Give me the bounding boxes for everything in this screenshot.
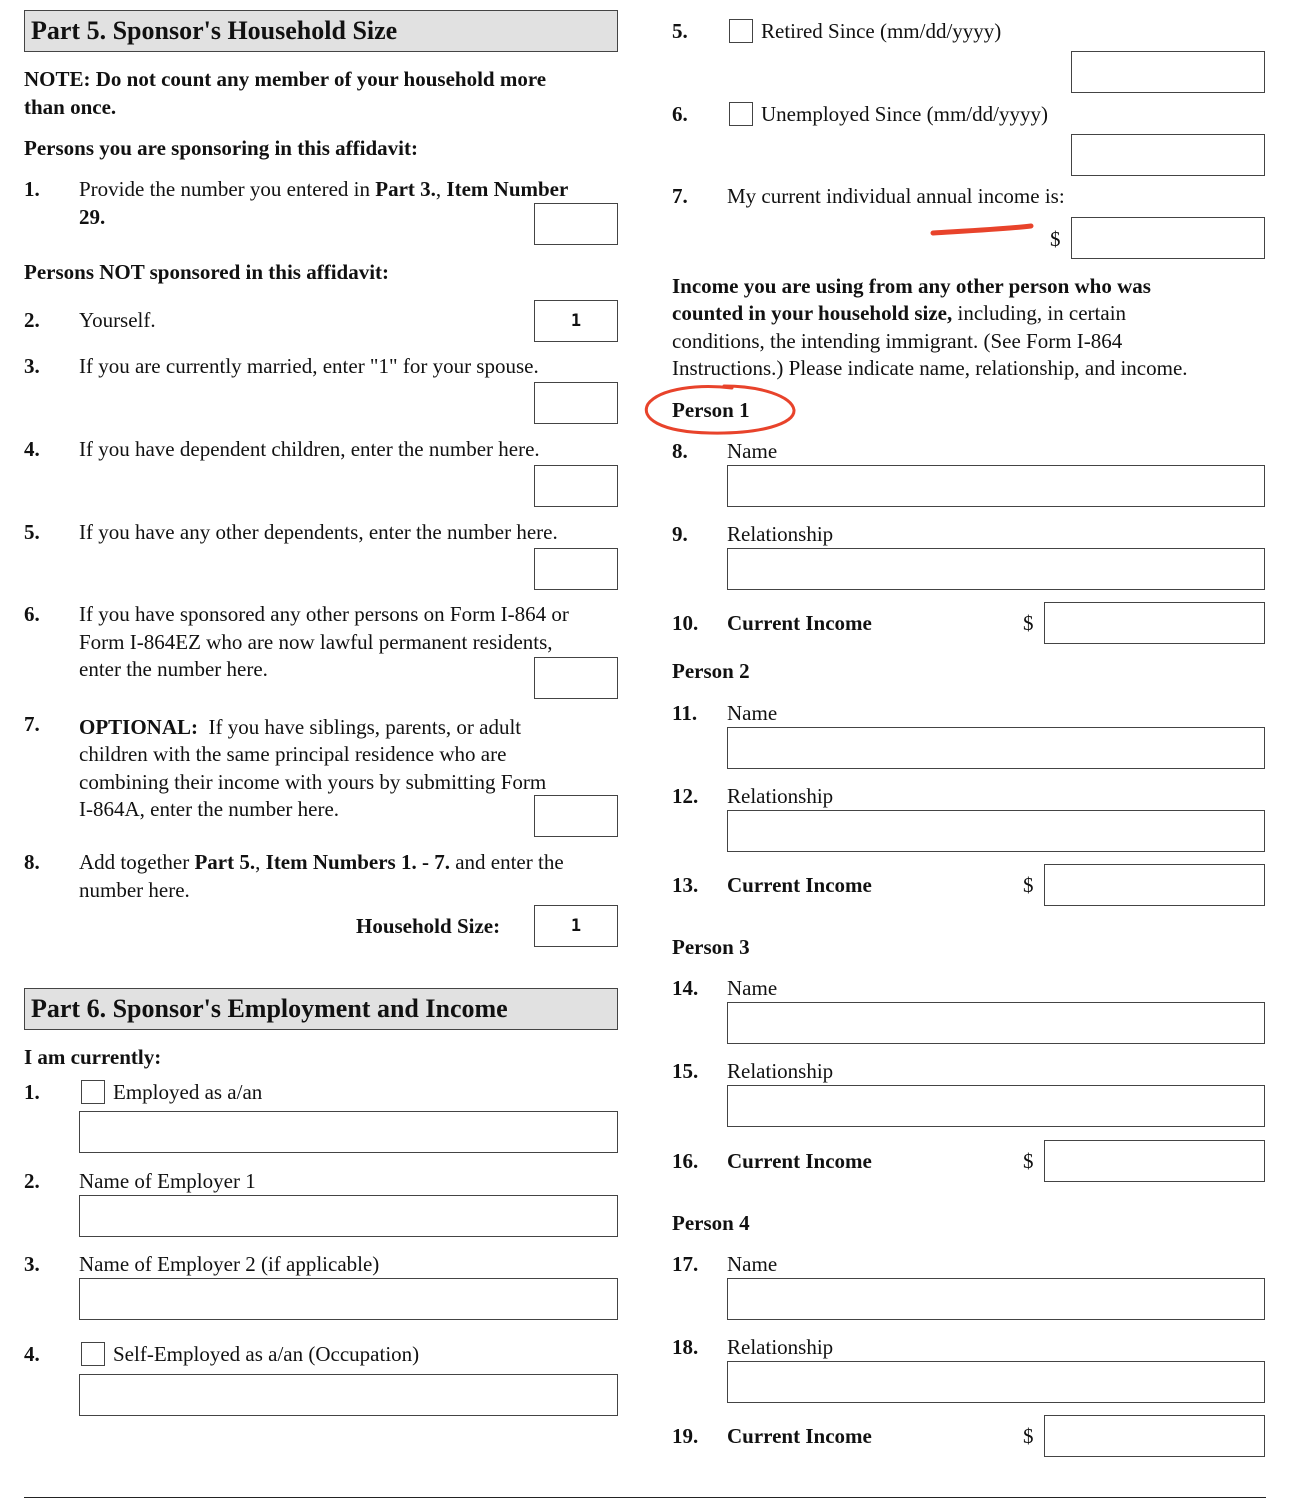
item-number: 3. <box>24 354 40 378</box>
retired-checkbox[interactable] <box>729 19 753 43</box>
item7-line4: I-864A, enter the number here. <box>79 797 340 821</box>
currently-heading: I am currently: <box>24 1045 162 1069</box>
dependent-children-input[interactable] <box>534 465 618 507</box>
dollar-sign: $ <box>1023 873 1034 897</box>
item3-text: If you are currently married, enter "1" for your spouse. <box>79 354 539 378</box>
dollar-sign: $ <box>1050 227 1061 251</box>
dollar-sign: $ <box>1023 1424 1034 1448</box>
person-1-heading: Person 1 <box>672 398 750 422</box>
item-number: 7. <box>672 184 688 208</box>
item7-line1: OPTIONAL: If you have siblings, parents, or adult <box>79 715 522 739</box>
part5-note-line2: than once. <box>24 95 117 119</box>
item-number: 16. <box>672 1149 699 1173</box>
household-size-label: Household Size: <box>356 914 501 938</box>
self-employed-checkbox[interactable] <box>81 1342 105 1366</box>
item5-text: If you have any other dependents, enter the number here. <box>79 520 558 544</box>
employer2-label: Name of Employer 2 (if applicable) <box>79 1252 380 1276</box>
not-sponsored-heading: Persons NOT sponsored in this affidavit: <box>24 260 390 284</box>
yourself-count-input[interactable]: 1 <box>534 300 618 342</box>
sponsored-count-input[interactable] <box>534 203 618 245</box>
person-4-name-label: Name <box>727 1252 778 1276</box>
occupation-input[interactable] <box>79 1111 618 1153</box>
item4-text: If you have dependent children, enter the number here. <box>79 437 540 461</box>
item-number: 15. <box>672 1059 699 1083</box>
item-number: 6. <box>672 102 688 126</box>
person-1-income-input[interactable] <box>1044 602 1265 644</box>
item-number: 4. <box>24 437 40 461</box>
person-4-income-label: Current Income <box>727 1424 872 1448</box>
unemployed-label: Unemployed Since (mm/dd/yyyy) <box>761 102 1048 126</box>
item-number: 8. <box>672 439 688 463</box>
person-2-name-input[interactable] <box>727 727 1265 769</box>
part5-note-line1: NOTE: Do not count any member of your household more <box>24 67 547 91</box>
person-3-income-input[interactable] <box>1044 1140 1265 1182</box>
employed-checkbox[interactable] <box>81 1080 105 1104</box>
item-number: 8. <box>24 850 40 874</box>
item6-line1: If you have sponsored any other persons on Form I-864 or <box>79 602 569 626</box>
item7-line3: combining their income with yours by submitting Form <box>79 770 547 794</box>
red-circle-annotation <box>640 380 800 438</box>
sponsored-others-input[interactable] <box>534 657 618 699</box>
part5-header: Part 5. Sponsor's Household Size <box>24 10 618 52</box>
employed-label: Employed as a/an <box>113 1080 263 1104</box>
item-number: 17. <box>672 1252 699 1276</box>
item7-line2: children with the same principal residence who are <box>79 742 507 766</box>
retired-label: Retired Since (mm/dd/yyyy) <box>761 19 1002 43</box>
person-3-name-input[interactable] <box>727 1002 1265 1044</box>
item-number: 7. <box>24 712 40 736</box>
employer1-label: Name of Employer 1 <box>79 1169 256 1193</box>
item-number: 10. <box>672 611 699 635</box>
person-4-relationship-input[interactable] <box>727 1361 1265 1403</box>
income-others-line2: counted in your household size, including, in certain <box>672 301 1127 325</box>
dollar-sign: $ <box>1023 611 1034 635</box>
employer2-input[interactable] <box>79 1278 618 1320</box>
item-number: 2. <box>24 1169 40 1193</box>
income-others-line1: Income you are using from any other person who was <box>672 274 1151 298</box>
part6-header: Part 6. Sponsor's Employment and Income <box>24 988 618 1030</box>
sponsoring-heading: Persons you are sponsoring in this affidavit: <box>24 136 418 160</box>
person-3-income-label: Current Income <box>727 1149 872 1173</box>
person-3-relationship-input[interactable] <box>727 1085 1265 1127</box>
item-number: 5. <box>672 19 688 43</box>
item8-line2: number here. <box>79 878 190 902</box>
item-number: 5. <box>24 520 40 544</box>
item-number: 1. <box>24 177 40 201</box>
item8-line1: Add together Part 5., Item Numbers 1. - 7. and enter the <box>79 850 564 874</box>
person-2-income-input[interactable] <box>1044 864 1265 906</box>
item-number: 11. <box>672 701 698 725</box>
item-number: 3. <box>24 1252 40 1276</box>
other-dependents-input[interactable] <box>534 548 618 590</box>
item-number: 1. <box>24 1080 40 1104</box>
person-3-relationship-label: Relationship <box>727 1059 834 1083</box>
item-number: 19. <box>672 1424 699 1448</box>
self-employed-occupation-input[interactable] <box>79 1374 618 1416</box>
person-2-heading: Person 2 <box>672 659 750 683</box>
spouse-count-input[interactable] <box>534 382 618 424</box>
item-number: 9. <box>672 522 688 546</box>
person-3-heading: Person 3 <box>672 935 750 959</box>
person-1-name-label: Name <box>727 439 778 463</box>
person-2-income-label: Current Income <box>727 873 872 897</box>
person-1-relationship-input[interactable] <box>727 548 1265 590</box>
household-size-input[interactable]: 1 <box>534 905 618 947</box>
item-number: 12. <box>672 784 699 808</box>
item6-line3: enter the number here. <box>79 657 268 681</box>
person-4-relationship-label: Relationship <box>727 1335 834 1359</box>
person-2-relationship-label: Relationship <box>727 784 834 808</box>
person-1-relationship-label: Relationship <box>727 522 834 546</box>
income-others-line4: Instructions.) Please indicate name, relationship, and income. <box>672 356 1188 380</box>
item1-line2: 29. <box>79 205 106 229</box>
person-2-relationship-input[interactable] <box>727 810 1265 852</box>
item-number: 18. <box>672 1335 699 1359</box>
person-3-name-label: Name <box>727 976 778 1000</box>
page-divider <box>24 1497 1266 1498</box>
annual-income-label: My current individual annual income is: <box>727 184 1065 208</box>
person-4-heading: Person 4 <box>672 1211 750 1235</box>
unemployed-checkbox[interactable] <box>729 102 753 126</box>
person-4-income-input[interactable] <box>1044 1415 1265 1457</box>
item-number: 6. <box>24 602 40 626</box>
person-1-name-input[interactable] <box>727 465 1265 507</box>
employer1-input[interactable] <box>79 1195 618 1237</box>
item-number: 13. <box>672 873 699 897</box>
item2-text: Yourself. <box>79 308 156 332</box>
item6-line2: Form I-864EZ who are now lawful permanent residents, <box>79 630 553 654</box>
person-2-name-label: Name <box>727 701 778 725</box>
item-number: 4. <box>24 1342 40 1366</box>
unemployed-date-input[interactable] <box>1071 134 1265 176</box>
item1-text: Provide the number you entered in Part 3., Item Number <box>79 177 569 201</box>
dollar-sign: $ <box>1023 1149 1034 1173</box>
person-4-name-input[interactable] <box>727 1278 1265 1320</box>
item-number: 2. <box>24 308 40 332</box>
retired-date-input[interactable] <box>1071 51 1265 93</box>
optional-count-input[interactable] <box>534 795 618 837</box>
self-employed-label: Self-Employed as a/an (Occupation) <box>113 1342 420 1366</box>
item-number: 14. <box>672 976 699 1000</box>
person-1-income-label: Current Income <box>727 611 872 635</box>
red-underline-annotation <box>925 218 1040 240</box>
income-others-line3: conditions, the intending immigrant. (See Form I-864 <box>672 329 1123 353</box>
annual-income-input[interactable] <box>1071 217 1265 259</box>
